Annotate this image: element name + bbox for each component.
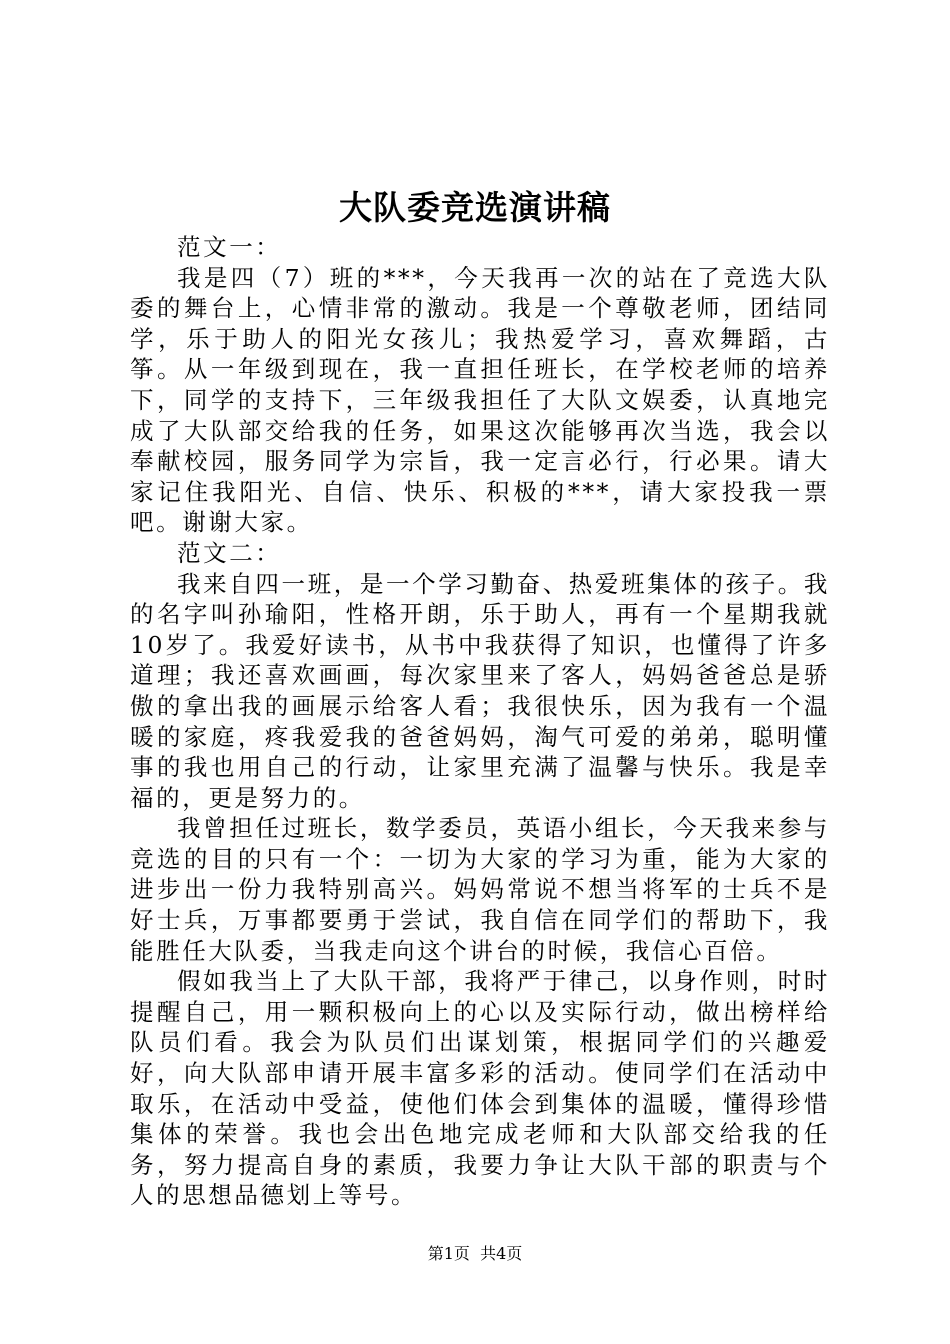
document-title: 大队委竞选演讲稿 xyxy=(339,188,611,227)
page-footer xyxy=(0,1243,950,1265)
section-heading-2: 范文二： xyxy=(177,538,282,567)
page-indicator: 第1页 共4页 xyxy=(427,1244,523,1263)
paragraph: 我是四（7）班的***，今天我再一次的站在了竞选大队委的舞台上，心情非常的激动。我是一个尊敬老师，团结同学，乐于助人的阳光女孩儿；我热爱学习，喜欢舞蹈，古筝。从一年级到现在，我一直担任班长，在学校老师的培养下，同学的支持下，三年级我担任了大队文娱委，认真地完成了大队部交给我的任务，如果这次能够再次当选，我会以奉献校园，服务同学为宗旨，我一定言必行，行必果。请大家记住我阳光、自信、快乐、积极的***，请大家投我一票吧。谢谢大家。 xyxy=(130,263,830,537)
section-heading-1: 范文一： xyxy=(177,233,282,261)
paragraph: 我曾担任过班长，数学委员，英语小组长，今天我来参与竞选的目的只有一个：一切为大家的学习为重，能为大家的进步出一份力我特别高兴。妈妈常说不想当将军的士兵不是好士兵，万事都要勇于尝试，我自信在同学们的帮助下，我能胜任大队委，当我走向这个讲台的时候，我信心百倍。 xyxy=(130,814,830,965)
document-body xyxy=(130,232,830,1211)
paragraph: 我来自四一班，是一个学习勤奋、热爱班集体的孩子。我的名字叫孙瑜阳，性格开朗，乐于助人，再有一个星期我就10岁了。我爱好读书，从书中我获得了知识，也懂得了许多道理；我还喜欢画画，每次家里来了客人，妈妈爸爸总是骄傲的拿出我的画展示给客人看；我很快乐，因为我有一个温暖的家庭，疼我爱我的爸爸妈妈，淘气可爱的弟弟，聪明懂事的我也用自己的行动，让家里充满了温馨与快乐。我是幸福的，更是努力的。 xyxy=(130,569,830,812)
paragraph: 假如我当上了大队干部，我将严于律己，以身作则，时时提醒自己，用一颗积极向上的心以及实际行动，做出榜样给队员们看。我会为队员们出谋划策，根据同学们的兴趣爱好，向大队部申请开展丰富多彩的活动。使同学们在活动中取乐，在活动中受益，使他们体会到集体的温暖，懂得珍惜集体的荣誉。我也会出色地完成老师和大队部交给我的任务，努力提高自身的素质，我要力争让大队干部的职责与个人的思想品德划上等号。 xyxy=(130,967,830,1210)
